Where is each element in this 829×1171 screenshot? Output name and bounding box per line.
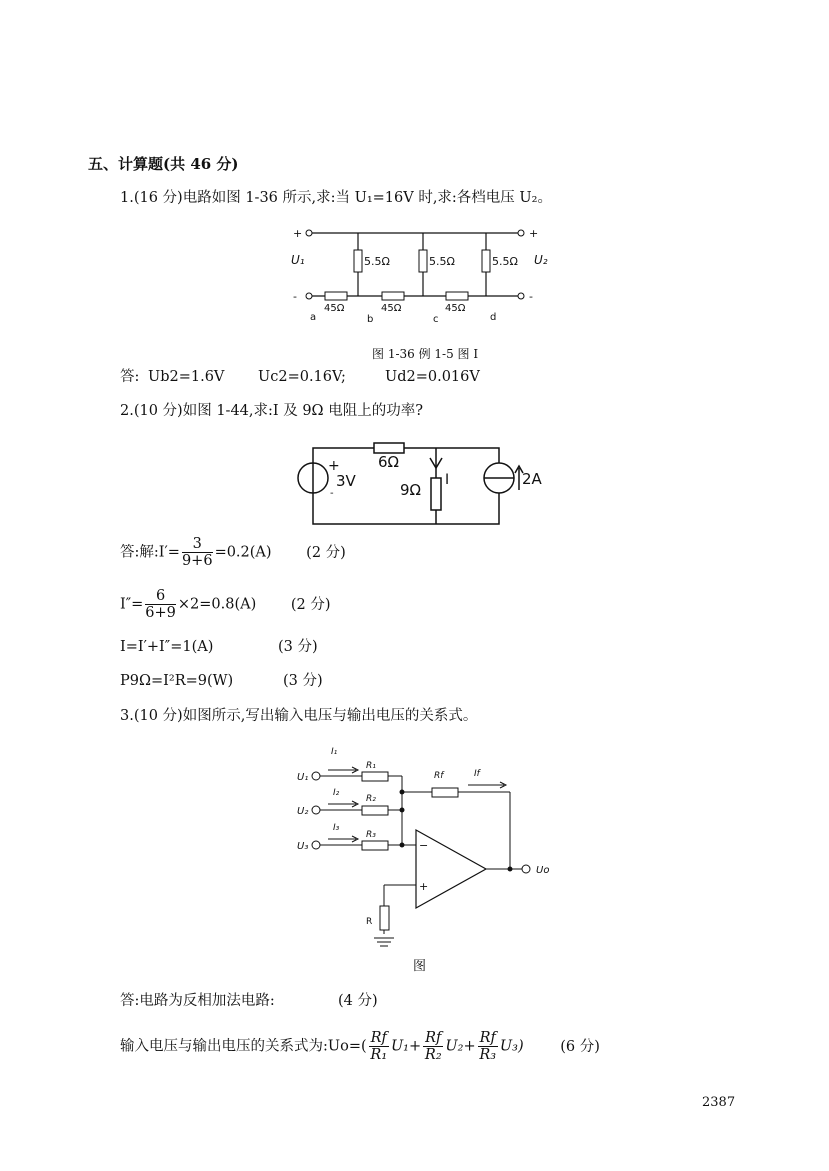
term-2: U₂+	[445, 1038, 476, 1055]
answer-line1-score: (2 分)	[306, 544, 346, 561]
question-1-answer-ub2: Ub2=1.6V	[148, 369, 225, 385]
uo-output-label: Uo	[536, 865, 550, 876]
question-3-text: 3.(10 分)如图所示,写出输入电压与输出电压的关系式。	[120, 708, 478, 724]
i2-label: I₂	[333, 788, 340, 798]
fraction-rf-over-r1	[369, 1030, 389, 1063]
fraction-numerator: Rf	[479, 1030, 496, 1046]
page-number: 2387	[702, 1095, 736, 1110]
node-a-label: a	[310, 312, 317, 323]
figure-1-36-caption: 图 1-36 例 1-5 图 I	[372, 347, 479, 361]
question-1-answer-prefix: 答:	[120, 369, 140, 385]
question-2-answer-line3-score: (3 分)	[278, 639, 318, 655]
fraction-denominator: R₁	[370, 1047, 388, 1063]
fraction-denominator: 6+9	[145, 605, 176, 621]
r1-label: R₁	[366, 761, 376, 771]
fraction-denominator: 9+6	[181, 553, 213, 569]
series-resistor-3	[446, 292, 468, 300]
resistor-9ohm	[431, 478, 441, 510]
r3-resistor	[362, 841, 388, 850]
question-2-answer-line4: P9Ω=I²R=9(W)	[120, 673, 234, 689]
question-3-answer-line1-score: (4 分)	[338, 993, 378, 1009]
series-resistor-1	[325, 292, 347, 300]
op-amp-minus-label: −	[419, 839, 429, 852]
question-1-answer-ud2: Ud2=0.016V	[385, 369, 480, 385]
answer-line2-suffix: ×2=0.8(A)	[177, 596, 257, 613]
node-b-label: b	[367, 314, 374, 325]
answer-line1-prefix: 答:解:I′=	[120, 544, 180, 561]
i1-label: I₁	[331, 747, 338, 757]
fraction-rf-over-r2	[423, 1030, 443, 1063]
series-resistor-2-label: 45Ω	[381, 303, 402, 314]
plus-right-label: +	[529, 227, 539, 240]
u3-input-label: U₃	[297, 841, 309, 852]
u1-label: U₁	[291, 253, 305, 267]
fraction-denominator: R₃	[479, 1047, 497, 1063]
r2-resistor	[362, 806, 388, 815]
resistor-6ohm	[374, 443, 404, 453]
u1-input-label: U₁	[297, 772, 309, 783]
figure-inverting-summing-amplifier	[296, 738, 556, 958]
shunt-resistor-2-label: 5.5Ω	[429, 255, 455, 268]
r-ground-label: R	[366, 917, 373, 927]
minus-left-label: -	[293, 290, 297, 303]
resistor-6ohm-label: 6Ω	[378, 453, 400, 471]
voltage-plus-label: +	[328, 458, 340, 474]
figure-1-36-ladder-circuit	[285, 222, 555, 327]
fraction-denominator: R₂	[424, 1047, 442, 1063]
fraction-numerator: Rf	[370, 1030, 387, 1046]
rf-resistor	[432, 788, 458, 797]
plus-left-label: +	[293, 227, 303, 240]
shunt-resistor-3	[482, 250, 490, 272]
current-source-label: 2A	[522, 470, 542, 488]
term-3: U₃)	[499, 1038, 524, 1055]
node-c-label: c	[433, 314, 439, 325]
answer-line2-prefix: I″=	[120, 596, 144, 613]
fraction-rf-over-r3	[478, 1030, 498, 1063]
relation-score: (6 分)	[560, 1038, 600, 1055]
r3-label: R₃	[366, 830, 376, 840]
current-i-label: I	[445, 472, 450, 488]
answer-line1-suffix: =0.2(A)	[214, 544, 272, 561]
figure-3-caption: 图	[413, 959, 427, 974]
r2-label: R₂	[366, 794, 376, 804]
shunt-resistor-1	[354, 250, 362, 272]
r1-resistor	[362, 772, 388, 781]
if-label: If	[474, 769, 480, 779]
series-resistor-2	[382, 292, 404, 300]
question-1-text: 1.(16 分)电路如图 1-36 所示,求:当 U₁=16V 时,求:各档电压 U₂。	[120, 190, 552, 206]
node-d-label: d	[490, 312, 497, 323]
minus-right-label: -	[529, 290, 533, 303]
resistor-9ohm-label: 9Ω	[400, 481, 422, 499]
figure-1-44-circuit	[290, 440, 550, 532]
question-3-answer-line1: 答:电路为反相加法电路:	[120, 993, 275, 1009]
shunt-resistor-3-label: 5.5Ω	[492, 255, 518, 268]
question-2-answer-line2	[120, 588, 331, 621]
r-ground-resistor	[380, 906, 389, 930]
op-amp-plus-label: +	[419, 880, 429, 893]
fraction-numerator: 3	[182, 536, 213, 553]
term-1: U₁+	[390, 1038, 422, 1055]
answer-line2-score: (2 分)	[290, 596, 331, 613]
question-1-answer-uc2: Uc2=0.16V;	[258, 369, 346, 385]
section-title: 五、计算题(共 46 分)	[88, 155, 239, 173]
series-resistor-3-label: 45Ω	[445, 303, 466, 314]
rf-label: Rf	[434, 771, 444, 781]
question-2-text: 2.(10 分)如图 1-44,求:I 及 9Ω 电阻上的功率?	[120, 403, 423, 419]
fraction-3-over-9plus6	[182, 536, 213, 569]
shunt-resistor-1-label: 5.5Ω	[364, 255, 390, 268]
shunt-resistor-2	[419, 250, 427, 272]
i3-label: I₃	[333, 823, 340, 833]
u2-label: U₂	[534, 253, 548, 267]
question-2-answer-line4-score: (3 分)	[283, 673, 323, 689]
relation-prefix: 输入电压与输出电压的关系式为:Uo=(	[120, 1038, 367, 1055]
voltage-source-label: 3V	[336, 472, 356, 490]
voltage-minus-label: -	[330, 488, 334, 499]
question-3-answer-line2	[120, 1030, 600, 1063]
question-2-answer-line1	[120, 536, 346, 569]
fraction-numerator: Rf	[425, 1030, 442, 1046]
fraction-numerator: 6	[145, 588, 176, 605]
series-resistor-1-label: 45Ω	[324, 303, 345, 314]
u2-input-label: U₂	[297, 806, 309, 817]
question-2-answer-line3: I=I′+I″=1(A)	[120, 639, 214, 655]
fraction-6-over-6plus9	[145, 588, 176, 621]
